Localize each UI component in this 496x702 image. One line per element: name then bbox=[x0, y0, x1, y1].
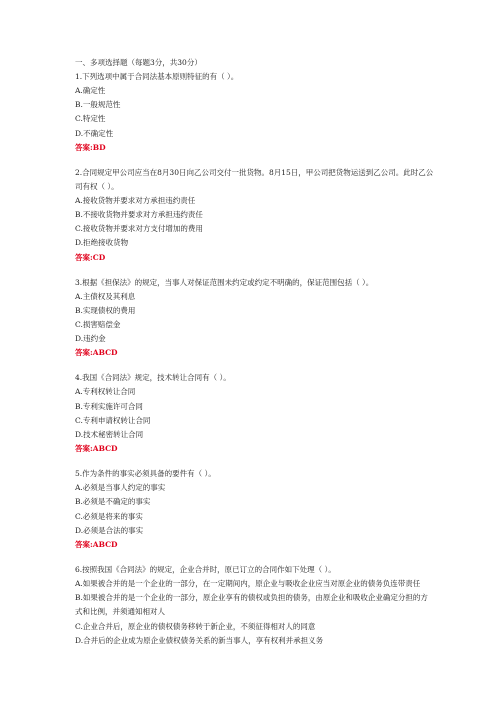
question-stem: 6.按照我国《合同法》的规定，企业合并时，原已订立的合同作如下处理（ ）。 bbox=[75, 565, 336, 575]
option-a: A.如果被合并的是一个企业的一部分，在一定期间内，原企业与吸收企业应当对原企业的债务负连带责任 bbox=[75, 579, 421, 589]
answer-line bbox=[75, 538, 435, 552]
answer-line bbox=[75, 442, 435, 456]
option-d: D.不确定性 bbox=[75, 128, 114, 138]
question-stem: 2.合同规定甲公司应当在8月30日向乙公司交付一批货物。8月15日，甲公司把货物运送到乙公司。此时乙公司有权（ ）。 bbox=[75, 167, 434, 191]
answer-value: :CD bbox=[90, 252, 106, 262]
answer-line bbox=[75, 251, 435, 265]
answer-label: 答案 bbox=[75, 348, 90, 358]
option-d: D.必须是合法的事实 bbox=[75, 525, 144, 535]
option-c: C.损害赔偿金 bbox=[75, 320, 121, 330]
question-6 bbox=[75, 563, 435, 648]
question-5 bbox=[75, 467, 435, 552]
option-a: A.专利权转让合同 bbox=[75, 387, 136, 397]
option-c: C.企业合并后，原企业的债权债务移转于新企业，不须征得相对人的同意 bbox=[75, 621, 316, 631]
option-a: A.主债权及其利息 bbox=[75, 291, 136, 301]
option-b: B.专利实施许可合同 bbox=[75, 401, 143, 411]
answer-value: :ABCD bbox=[90, 348, 118, 358]
exam-content bbox=[75, 56, 435, 648]
question-2 bbox=[75, 166, 435, 265]
option-d: D.合并后的企业成为原企业债权债务关系的新当事人，享有权利并承担义务 bbox=[75, 635, 324, 645]
option-b: B.实现债权的费用 bbox=[75, 305, 136, 315]
question-3 bbox=[75, 276, 435, 361]
option-d: D.技术秘密转让合同 bbox=[75, 430, 144, 440]
answer-label: 答案 bbox=[75, 252, 90, 262]
option-a: A.接收货物并要求对方承担违约责任 bbox=[75, 195, 196, 205]
question-4 bbox=[75, 371, 435, 456]
answer-label: 答案 bbox=[75, 444, 90, 454]
option-a: A.必须是当事人约定的事实 bbox=[75, 483, 166, 493]
question-1 bbox=[75, 70, 435, 155]
answer-label: 答案 bbox=[75, 142, 90, 152]
option-b: B.如果被合并的是一个企业的一部分，原企业享有的债权或负担的债务，由原企业和吸收企业确定分担的方式和比例，并须通知相对人 bbox=[75, 593, 428, 617]
question-stem: 4.我国《合同法》规定，技术转让合同有（ ）。 bbox=[75, 373, 231, 383]
option-c: C.专利申请权转让合同 bbox=[75, 415, 151, 425]
question-stem: 3.根据《担保法》的规定，当事人对保证范围未约定或约定不明确的，保证范围包括（ ）。 bbox=[75, 277, 374, 287]
option-c: C.接收货物并要求对方支付增加的费用 bbox=[75, 224, 203, 234]
answer-label: 答案 bbox=[75, 540, 90, 550]
answer-line bbox=[75, 346, 435, 360]
question-stem: 1.下列选项中属于合同法基本原则特征的有（ ）。 bbox=[75, 72, 239, 81]
option-d: D.拒绝接收货物 bbox=[75, 238, 129, 248]
answer-value: :ABCD bbox=[90, 444, 118, 454]
option-b: B.不接收货物并要求对方承担违约责任 bbox=[75, 210, 203, 220]
option-a: A.确定性 bbox=[75, 86, 106, 95]
answer-value: :ABCD bbox=[90, 540, 118, 550]
section-title: 一、多项选择题（每题3分，共30分） bbox=[75, 58, 202, 67]
option-c: C.必须是将来的事实 bbox=[75, 511, 143, 521]
answer-line bbox=[75, 141, 435, 155]
question-stem: 5.作为条件的事实必须具备的要件有（ ）。 bbox=[75, 469, 216, 479]
option-d: D.违约金 bbox=[75, 334, 106, 344]
option-b: B.一般规范性 bbox=[75, 100, 121, 110]
option-b: B.必须是不确定的事实 bbox=[75, 497, 151, 507]
option-c: C.特定性 bbox=[75, 114, 106, 124]
answer-value: :BD bbox=[90, 142, 106, 152]
